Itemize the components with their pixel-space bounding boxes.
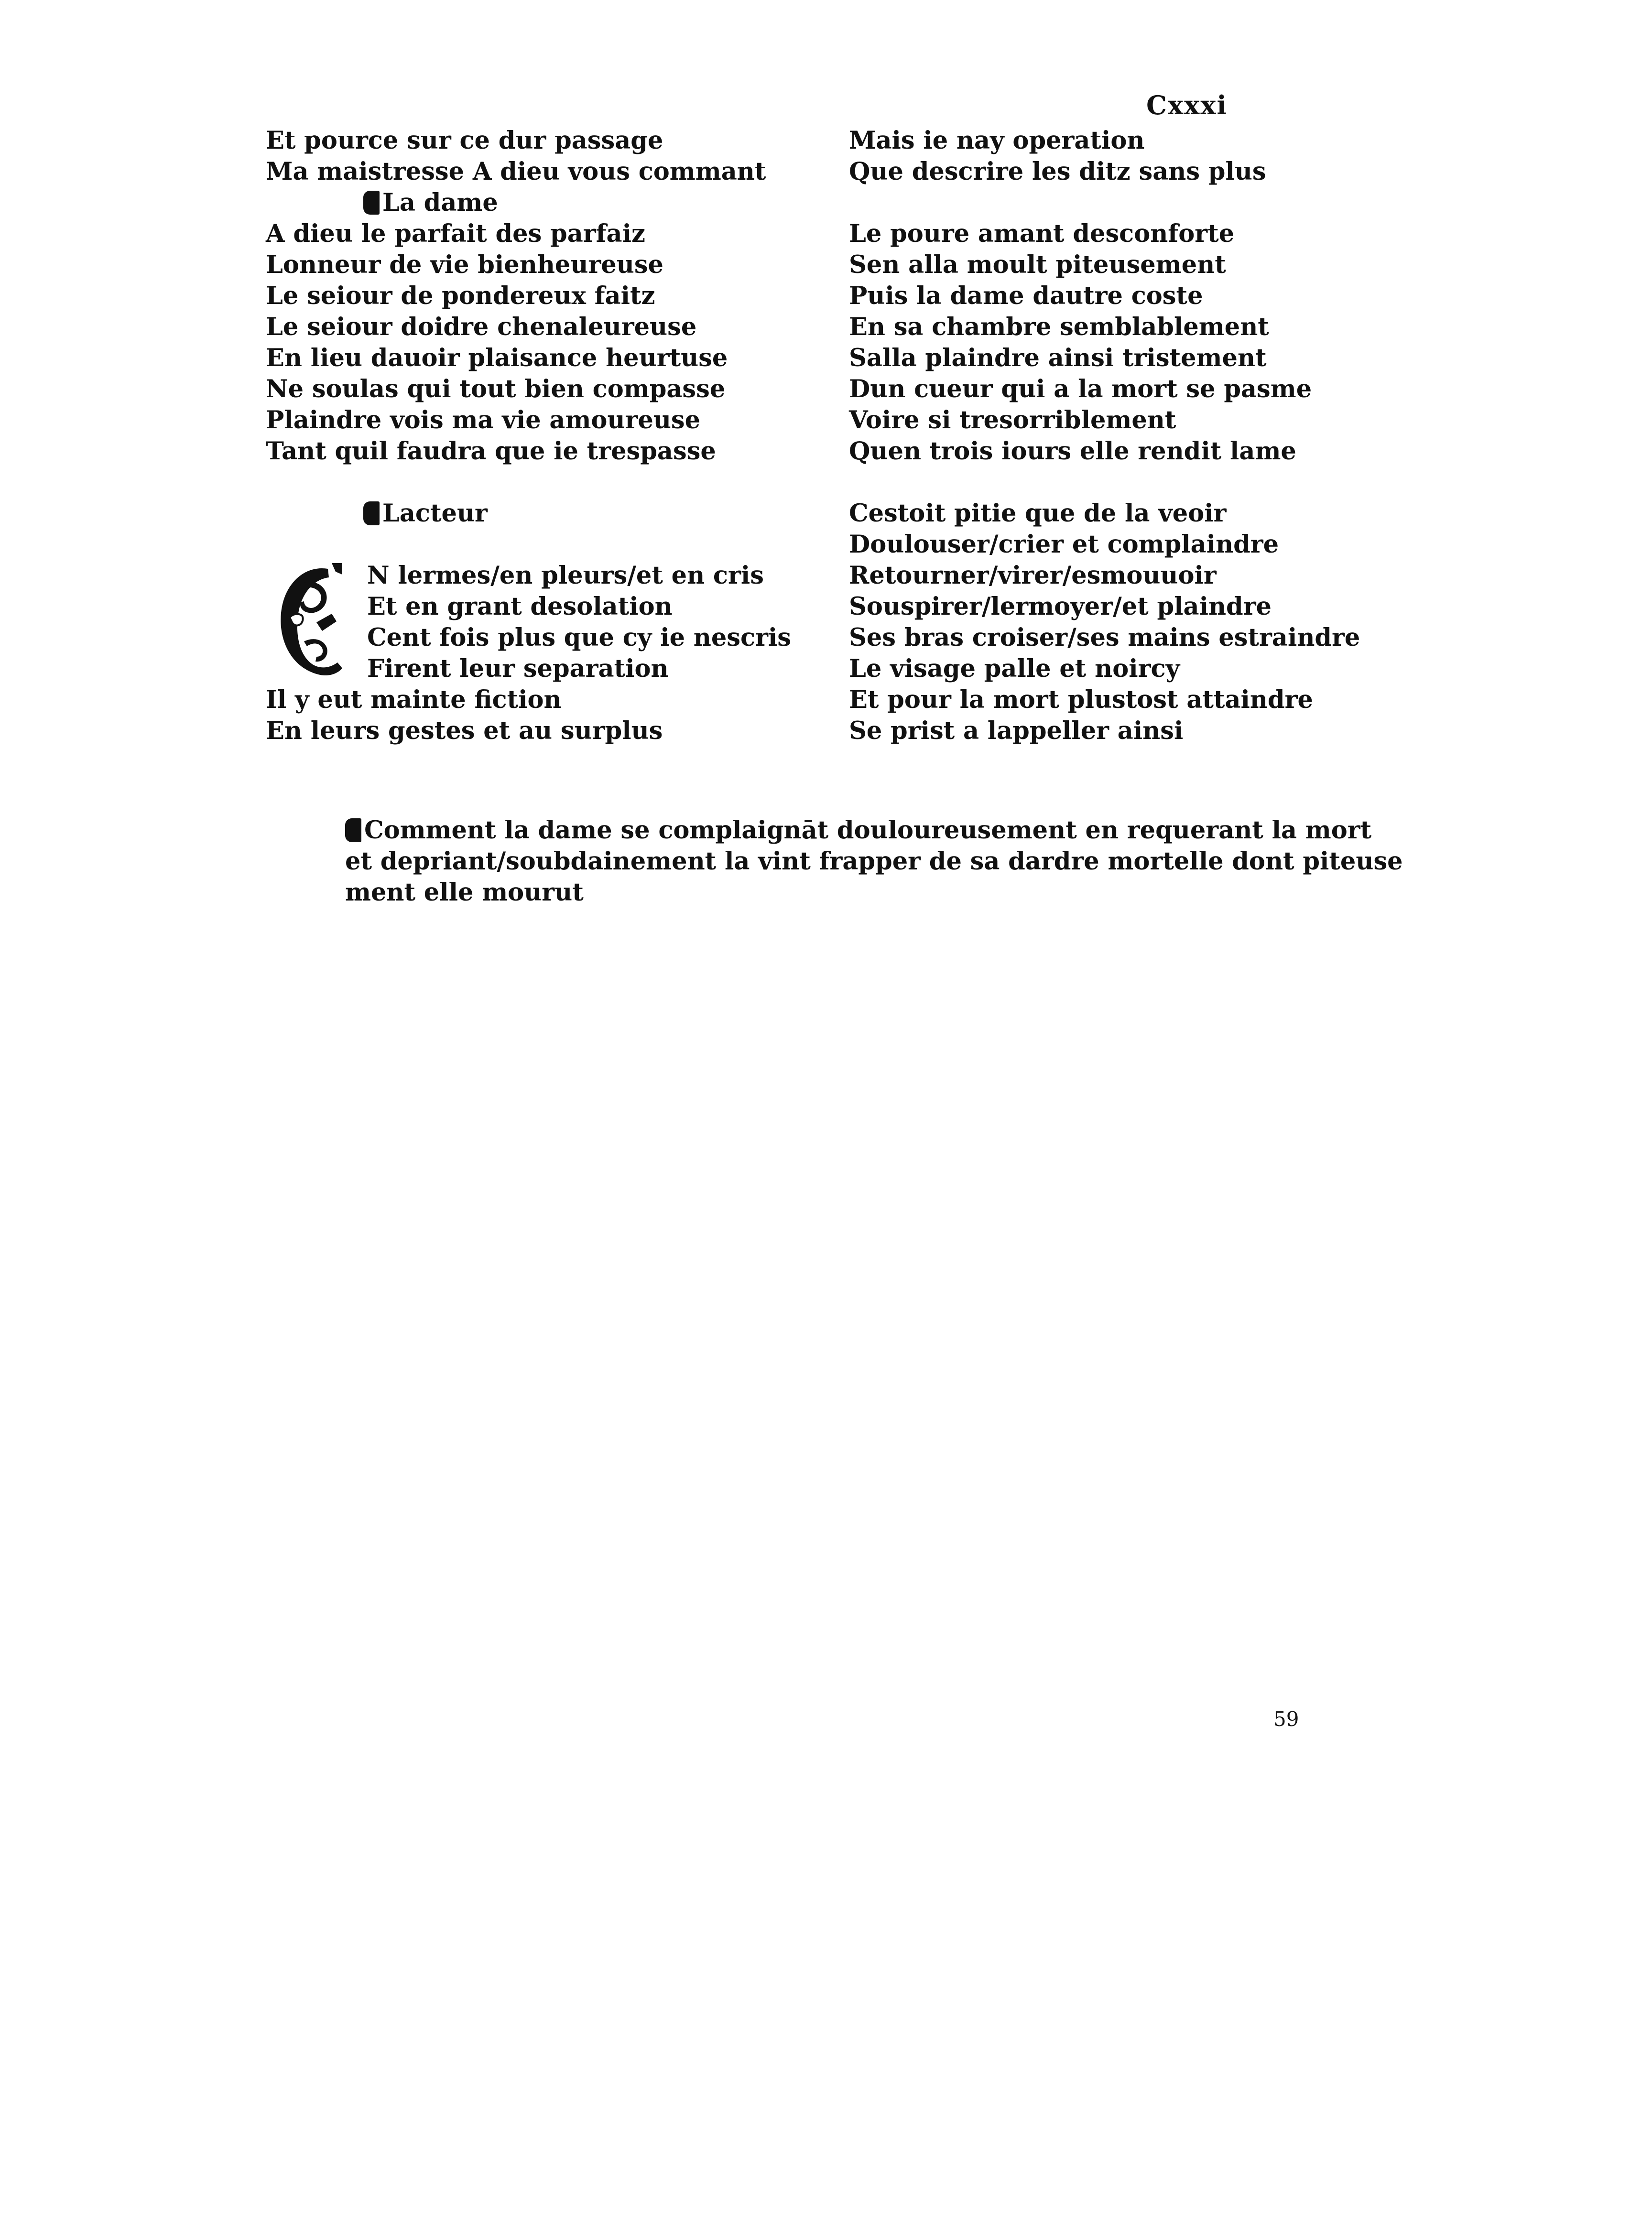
verse-line: Et pour la mort plustost attaindre <box>849 685 1313 714</box>
pilcrow-icon <box>345 818 361 842</box>
verse-line: Puis la dame dautre coste <box>849 282 1203 310</box>
folio-number: Cxxxi <box>1146 90 1228 120</box>
verse-line: Doulouser/crier et complaindre <box>849 530 1279 559</box>
verse-line: Souspirer/lermoyer/et plaindre <box>849 592 1272 621</box>
verse-line: En lieu dauoir plaisance heurtuse <box>266 344 728 372</box>
rubric-line <box>345 815 1372 846</box>
stanza-gap <box>849 187 1399 218</box>
speaker-label: La dame <box>382 188 498 217</box>
verse-line: Le poure amant desconforte <box>849 219 1235 248</box>
verse-line: Ma maistresse A dieu vous commant <box>266 157 766 186</box>
verse-line: Le seiour de pondereux faitz <box>266 282 655 310</box>
initial-verse-group <box>367 560 791 684</box>
verse-line: Cestoit pitie que de la veoir <box>849 499 1227 528</box>
verse-line: Cent fois plus que cy ie nescris <box>367 623 792 652</box>
verse-line: Tant quil faudra que ie trespasse <box>266 437 716 466</box>
stanza-gap <box>266 467 815 498</box>
verse-line: Il y eut mainte fiction <box>266 685 562 714</box>
stanza-gap <box>266 529 815 560</box>
verse-line: Le seiour doidre chenaleureuse <box>266 313 697 341</box>
page-number: 59 <box>1273 1707 1299 1731</box>
speaker-heading-dame <box>266 187 815 218</box>
right-column <box>849 125 1399 747</box>
verse-line: Ne soulas qui tout bien compasse <box>266 375 726 403</box>
verse-line: Le visage palle et noircy <box>849 654 1180 683</box>
verse-line: Quen trois iours elle rendit lame <box>849 437 1296 466</box>
verse-line: Et en grant desolation <box>367 592 673 621</box>
pilcrow-icon <box>363 501 380 525</box>
verse-line: Plaindre vois ma vie amoureuse <box>266 406 701 434</box>
verse-line: Et pource sur ce dur passage <box>266 126 663 155</box>
rubric-line: et depriant/soubdainement la vint frapper de sa dardre mortelle dont piteuse <box>345 847 1403 876</box>
chapter-rubric <box>345 815 1403 908</box>
verse-line: N lermes/en pleurs/et en cris <box>367 561 764 590</box>
stanza-gap <box>849 467 1399 498</box>
verse-line: Salla plaindre ainsi tristement <box>849 344 1267 372</box>
verse-line: Voire si tresorriblement <box>849 406 1176 434</box>
verse-line: Dun cueur qui a la mort se pasme <box>849 375 1312 403</box>
left-column <box>266 125 815 747</box>
verse-line: Sen alla moult piteusement <box>849 250 1226 279</box>
verse-line: Lonneur de vie bienheureuse <box>266 250 663 279</box>
verse-line: Ses bras croiser/ses mains estraindre <box>849 623 1360 652</box>
verse-line: En sa chambre semblablement <box>849 313 1269 341</box>
verse-line: Retourner/virer/esmouuoir <box>849 561 1217 590</box>
decorated-initial-block <box>266 560 815 684</box>
rubric-text: Comment la dame se complaignāt doulourеusement en requerant la mort <box>364 816 1372 845</box>
verse-line: Que descrire les ditz sans plus <box>849 157 1266 186</box>
verse-line: En leurs gestes et au surplus <box>266 716 663 745</box>
speaker-label: Lacteur <box>382 499 488 528</box>
verse-line: A dieu le parfait des parfaiz <box>266 219 645 248</box>
pilcrow-icon <box>363 191 380 215</box>
decorated-initial-e-icon <box>271 560 345 682</box>
verse-line: Mais ie nay operation <box>849 126 1145 155</box>
verse-line: Firent leur separation <box>367 654 669 683</box>
rubric-line: ment elle mourut <box>345 878 584 907</box>
verse-line: Se prist a lappeller ainsi <box>849 716 1184 745</box>
speaker-heading-acteur <box>266 498 815 529</box>
